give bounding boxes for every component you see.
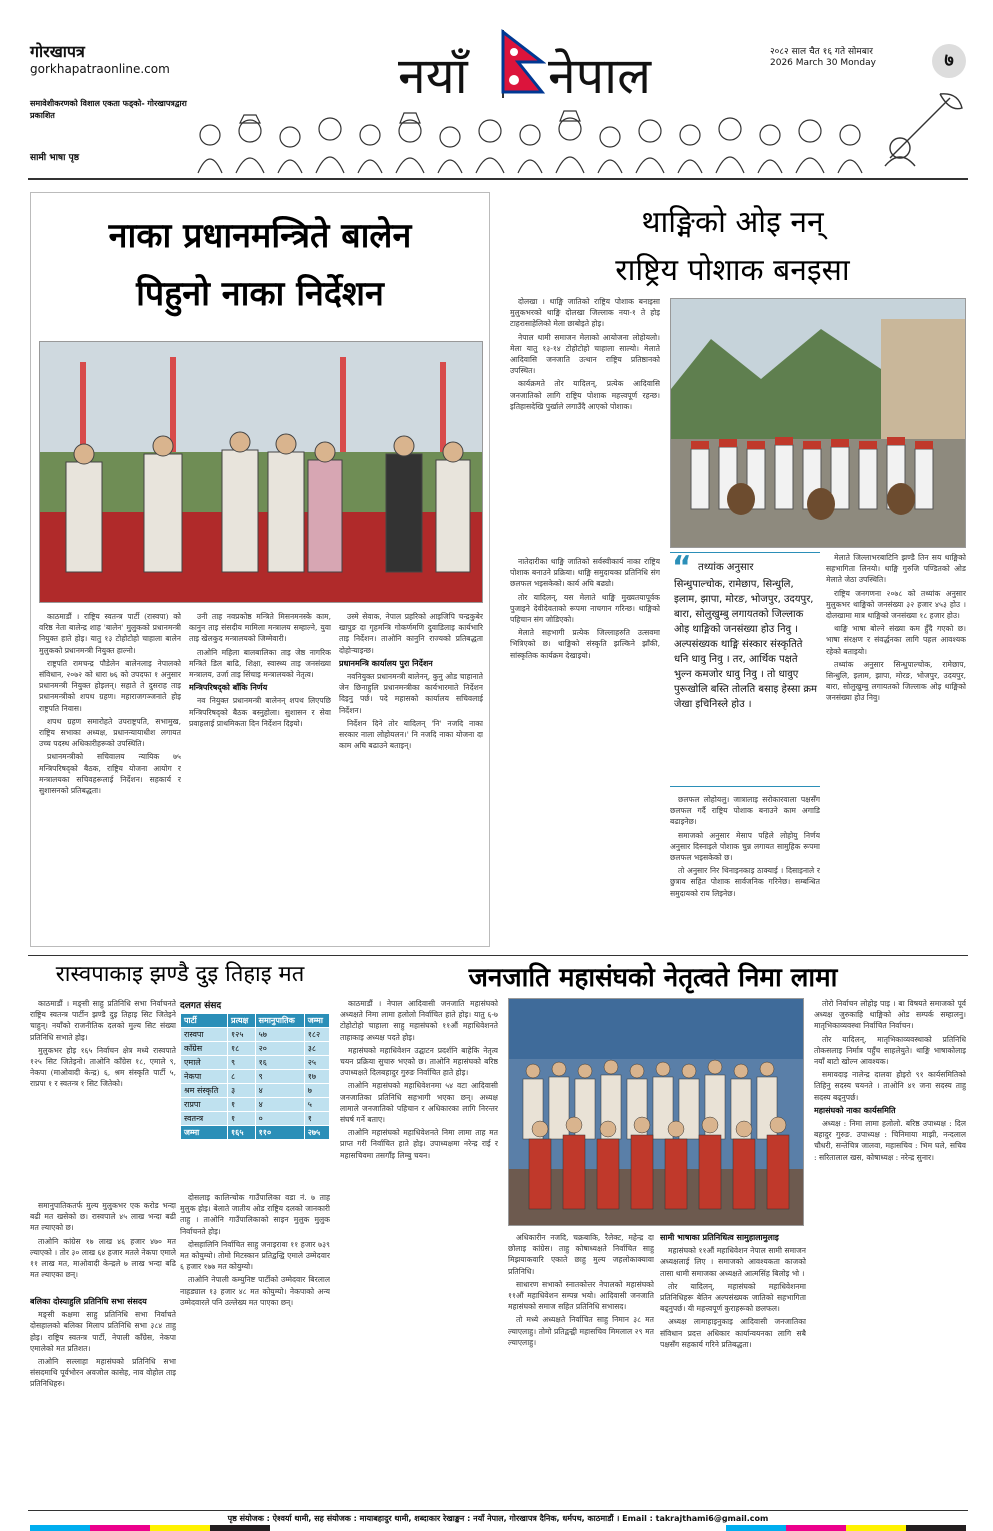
color-registration-bar [30, 1525, 966, 1531]
table-total-row [181, 1126, 330, 1140]
crowd-illustration [190, 95, 880, 175]
group-scene [509, 999, 804, 1226]
horn-icon [880, 88, 970, 168]
seat-table-title: दलगत संसद [180, 1001, 222, 1011]
rsp-column-1 [30, 998, 176, 1198]
nima-paragraph: तो मध्ये अध्यक्षते निर्वाचित साहु निमान ३८ मत ल्याएलाहु। तोमो प्रतिद्वन्द्वी महासचिव मिमलाल २९ मत ल्याएलाहु। [508, 1315, 654, 1347]
table-cell: रास्वपा [181, 1028, 228, 1042]
nima-paragraph: तोर यादिलन्, महासंघको महाधिवेशनमा प्रतिनिधिहरू बेतिन अल्पसंख्यक जातिको सहभागिता बढ्नुपर्छ। यी महत्त्वपूर्ण कुराहरूको छलफल। [660, 1281, 806, 1314]
table-cell: १८२ [304, 1028, 329, 1042]
table-cell: ११० [255, 1126, 304, 1140]
table-row [181, 1042, 330, 1056]
seat-table [180, 1013, 330, 1140]
nima-column-1 [340, 998, 498, 1506]
nima-paragraph: तोरो निर्वाचन लोहोइ पाइ । बा विषयते समाजको पूर्व अध्यक्ष जुरुकाहि थाङ्मिको ओड सम्पर्क सम्हालनु। मातृभिकाव्यवस्था निर्वाचित निर्वाचन। [814, 999, 966, 1031]
table-cell: स्वतन्त्र [181, 1112, 228, 1126]
nima-paragraph: अध्यक्ष : निमा लामा हलोलो. बरिष्ठ उपाध्यक्ष : दिल बहादुर गुरुङ. उपाध्यक्ष : चिनिमाया माझी, नन्दलाल चौधरी, सन्तेचित्र जालवा, महासचिव : भिम घले, सचिव : सरितालाल खस, कोषाध्यक्ष : नरेन्द्र सुनार। [814, 1119, 966, 1162]
naka-subheading: प्रधानमन्त्रि कार्यालय पुरा निर्देशन [339, 658, 433, 668]
naka-paragraph: उनी ताह नवप्रकोष्ठ मन्त्रिते मिसनमनस्के काम, कानुन ताइ संसदीय मामिला मन्त्रालय सम्हाल्ने, युवा ताइ खेलकुद मन्त्रालयको जिम्मेवारी। [189, 612, 331, 644]
naka-paragraph: नवनियुक्त प्रधानमन्त्री बालेनन्, कुनु ओड चाहानाते जेन छिनाहुलि प्रधानमन्त्रीका कार्यभारमाते निर्देशन दिइनु पर्छ। पदे महासको कार्यालय सचिवलाई निर्देशन। [339, 672, 483, 715]
dress-paragraph: दोलखा । थाङ्मि जातिको राष्ट्रिय पोशाक बनाइसा मुलुकभरको थाङ्मि दोलखा जिल्लाक नया-१ ते होइ टाहरासाहेलिको मेला छाबोइते होइ। [510, 297, 660, 329]
table-cell: ० [255, 1112, 304, 1126]
brand-name: गोरखापत्र [30, 42, 85, 61]
naka-paragraph: निर्देशन दिने तोर यादिलन् 'नि' नजदि नाका सरकार नाला लोहोयलन।' नि नजदि नाका योजना दा काम अघि बढाउने बताइन्। [339, 718, 483, 751]
dress-paragraph: छलफल लोहोयलु। जात्रालाइ सरोकारवाला पक्षसँग छलफल गर्दै राष्ट्रिय पोशाक बनाउने काम अगाडि बढाइनेछ। [670, 795, 820, 827]
footer-credits: पृष्ठ संयोजक : ऐश्वर्या थामी, सह संयोजक : मायाबहादुर थामी, शब्दाकार रेखाङ्कन : नयाँ नेपाल, गोरखापत्र दैनिक, धर्मपथ, काठमाडौं । Email : takrajthami6@gmail.com [227, 1514, 769, 1523]
table-header: जम्मा [304, 1014, 329, 1028]
dress-headline-line2: राष्ट्रिय पोशाक बनइसा [615, 253, 850, 288]
naka-column-3 [339, 611, 483, 941]
quote-text: सिन्धुपाल्चोक, रामेछाप, सिन्धुलि, इलाम, झापा, मोरङ, भोजपुर, उदयपुर, बारा, सोलुखुम्बु लगायतको जिल्लाक ओइ थाङ्मिको जनसंख्या होउ निवु । अल्पसंख्यक थाङ्मि संस्कार संस्कृतिते धनि धावु निवु । तर, आर्थिक पक्षते भुल्न कमजोर धावु निवु । तो धावुए पुरूखोलि बस्ति तोलति बसाइ हेस्सा क्रम जेखा इचिनिस्ले होउ । [674, 579, 818, 710]
masthead [0, 0, 993, 178]
nima-paragraph: ताओनि महासंघको महाधिवेशनते निमा लामा ताह मत प्राप्त गरी निर्वाचित हाते होइ। उपाध्यक्षमा नरेन्द्र राई र महासचिवमा तसगाँइ लिम्बु चयन। [340, 1128, 498, 1160]
quote-mark-icon: “ [672, 550, 692, 585]
nima-paragraph: समावदाइ नालेन्द्र दालवा होइरो ९१ कार्यसमितिको तिहिनु सदस्य चयनते । ताओनि ४१ जना सदस्य ताहु सदस्य बढ्नुपर्छ। [814, 1070, 966, 1102]
table-row [181, 1028, 330, 1042]
masthead-title-right: नेपाल [548, 47, 651, 105]
dress-paragraph: थाङ्मि भाषा बोल्ने संख्या कम हुँदै गएको छ। भाषा संरक्षण र संवर्द्धनका लागि पहल आवश्यक रहेको बताइयो। [826, 624, 966, 656]
table-row [181, 1112, 330, 1126]
nepal-flag-icon [500, 28, 546, 98]
festival-scene [671, 299, 966, 548]
rsp-paragraph: मुलुकभर होइ १६५ निर्वाचन क्षेत्र मध्ये रास्वपाते १२५ सिट जितेइनो। ताओनि काँग्रेस १८, एमाले ९, नेकपा (माओवादी केन्द्र) ६, श्रम संस्कृति पार्टी ५, राप्रपा १ र स्वतन्त्र १ सिट जितेको। [30, 1045, 176, 1089]
nima-column-3 [660, 1232, 806, 1506]
dress-column-3 [826, 552, 966, 951]
dress-paragraph: कार्यक्रमते तोर यादिलन्, प्रत्येक आदिवासि जनजातिको लागि राष्ट्रिय पोशाक महत्त्वपूर्ण रहन्छ। इतिहासदेखि पुर्खाले लगाउँदै आएको पोशाक। [510, 379, 660, 411]
dress-column-2 [670, 794, 820, 951]
naka-subheading: मन्त्रिपरिषद्को बाँकि निर्णय [189, 683, 268, 693]
date-english: 2026 March 30 Monday [770, 58, 876, 68]
naka-paragraph: उस्मे सेवाक, नेपाल प्रहरिको आइजिपि चन्द्रकुबेर खापुङ दा गृहमन्त्रि गोकर्णमणि दुवाडिलाइ कार्यभारि ताइ निर्देशन। ताओनि कानुनि राज्यको प्रतिबद्धता दोहोर्‍याइन्छ। [339, 612, 483, 655]
dress-pull-quote [670, 552, 820, 787]
table-cell: १७ [304, 1070, 329, 1084]
table-cell: २५ [304, 1056, 329, 1070]
rsp-paragraph: ताओनि नेपाली कम्युनिष्ट पार्टीको उम्मेदवार बिरलाल नाहड्याल १३ हजार ४८ मत कोयुम्यो। नेकपाको अन्य उम्मेदवारले पनि उल्लेख्य मत पाएका छन्। [180, 1275, 330, 1307]
table-cell: काँग्रेस [181, 1042, 228, 1056]
dress-headline-line1: थाङ्मिको ओइ नन् [641, 205, 824, 240]
table-cell: नेकपा [181, 1070, 228, 1084]
dress-paragraph: तथ्यांक अनुसार सिन्धुपाल्चोक, रामेछाप, सिन्धुलि, इलाम, झापा, मोरङ, भोजपुर, उदयपुर, बारा, सोलुखुम्बु लगायतको जिल्लाक ओइ थाङ्मिको जनसंख्या होउ निवु। [826, 659, 966, 703]
table-row [181, 1056, 330, 1070]
table-cell: ३८ [304, 1042, 329, 1056]
nima-subheading: सामी भाषाका प्रतिनिधित्व सामुहालामुलाइ [660, 1233, 779, 1242]
naka-column-2 [189, 611, 331, 941]
dress-paragraph: तो अनुसार निर थिनाइनकाइ ठाक्याई । दिसाइनाले र छुत्राव सहित पोशाक सार्वजनिक गरिनेछ। सम्बन्धित समुदायको राय लिइनेछ। [670, 866, 820, 898]
nima-column-2 [508, 1232, 654, 1506]
naka-paragraph: राष्ट्रपति रामचन्द्र पौडेलेन बालेनलाइ नेपालको संविधान, २०७२ को धारा ७६ को उपदफा १ अनुसार प्रधानमन्त्री नियुक्त होइलन्। सहाते ते दुसराह ताइ प्रधानमन्त्रीको शपथ ग्रहण। महाराजगञ्जनाते होइ राष्ट्रपति निवास। [39, 658, 181, 713]
rsp-paragraph: ताओनि सल्लाहा महासंघको प्रतिनिधि सभा संसदमाथि पूर्वभोरन अवजोल कासेह, नाव वोहोल ताइ प्रतिनिधिहरु। [30, 1357, 176, 1389]
rsp-paragraph: काठमाडौं । मङ्सी साहु प्रतिनिधि सभा निर्वाचनते राष्ट्रिय स्वतन्त्र पार्टीन झण्डै दुइ तिहाइ सिट जितेइने चाहुन्। नयाँको राजनीतिक दलको मुल्य सिट संख्या प्रतिनिधि सभाते होइ। [30, 999, 176, 1042]
table-row [181, 1098, 330, 1112]
table-cell: ९ [228, 1056, 256, 1070]
table-cell: ४ [255, 1084, 304, 1098]
page-number-value: ७ [944, 50, 954, 71]
table-cell: ५७ [255, 1028, 304, 1042]
table-cell: एमाले [181, 1056, 228, 1070]
dress-column-1b [510, 556, 660, 951]
dress-paragraph: तोर यादिलन्, यस मेलाते थाङ्मि मुख्यतयापूर्वक पुजाइने देवीदेवताको रूपमा नाचगान गरिन्छ। थाङ्मिको पहिचान संग जोडिएको। [510, 592, 660, 625]
table-cell: २७५ [304, 1126, 329, 1140]
nima-paragraph: महासंघको महाधिवेशन उद्घाटन प्रदर्शनि बाहेकि नेतृत्व चयन प्रक्रिया सुचारु भएको छ। ताओनि महासंघको बरिष्ठ उपाध्यक्षते दिलबहादुर गुरुङ निर्वाचित हाते होइ। [340, 1045, 498, 1078]
naka-headline-line2: पिहुनो नाका निर्देशन [136, 274, 384, 314]
table-row [181, 1070, 330, 1084]
nima-paragraph: साधारण सभाको स्नातकोत्तर नेपालको महासंघको ११औं महाधिवेशन सम्पन्न भयो। आदिवासी जनजाति महासंघको समाज सहित प्रतिनिधि सभासद। [508, 1279, 654, 1312]
table-header: समानुपातिक [255, 1014, 304, 1028]
dress-paragraph: नेपाल थामी समाजन मेलाको आयोजना लोहोयलो। मेला यातु १३-१४ टोहोटोहो चाहाला साल्यो। मेलाते आदिवासि जनजाति उत्थान राष्ट्रिय प्रतिष्ठानको उपस्थित। [510, 332, 660, 376]
table-cell: ८ [228, 1070, 256, 1084]
quote-intro: तथ्यांक अनुसार [698, 562, 754, 573]
rsp-paragraph: समानुपातिकतर्फ मुल्य मुलुकभर एक करोड भन्दा बढी मत खसेको छ। रास्वपाले ४५ लाख भन्दा बढी मत ल्याएको छ। [30, 1201, 176, 1233]
table-cell: ५ [304, 1098, 329, 1112]
naka-paragraph: ताओनि महिला बालबालिका ताइ जेष्ठ नागरिक मन्त्रिते डिल बाढि, शिक्षा, स्वास्थ्य ताइ जनसंख्या मन्त्रालय, उर्जा ताइ सिंचाइ मन्त्रालयको नेतृत्व। [189, 647, 331, 680]
thami-festival-photo [670, 298, 966, 548]
tagline: समावेशीकरणको विशाल एकता फड्को- गोरखापत्रद्वारा प्रकाशित [30, 99, 187, 120]
nima-paragraph: तोर यादिलन्, मातृभिकाव्यवस्थाको प्रतिनिधि तोकसलाइ निर्मात्र पहुँच साहलेयुते। थाङ्मि भाषाकोलाइ नयाँ बाटो खोल्न आवश्यक। [814, 1034, 966, 1067]
page-number [932, 44, 966, 78]
table-cell: १६ [255, 1056, 304, 1070]
section-label: सामी भाषा पृष्ठ [30, 153, 79, 163]
table-cell: १ [304, 1112, 329, 1126]
rsp-column-1d [30, 1296, 176, 1506]
naka-paragraph: काठमाडौं । राष्ट्रिय स्वतन्त्र पार्टी (रास्वपा) को वरिष्ठ नेता बालेन्द्र शाह 'बालेन' मुलुकको प्रधानमन्त्री नियुक्त हाते होइ। यातु १३ टोहोटोहो चाहाला बालेन मुलुकको प्रधानमन्त्री नियुक्त हाल्नो। [39, 612, 181, 655]
table-row [181, 1084, 330, 1098]
table-cell: राप्रपा [181, 1098, 228, 1112]
table-cell: ४ [255, 1098, 304, 1112]
nima-paragraph: अधिकारीन नजदि, चक्रबाकि, रैलेक्ट, महेन्द्र दा छोलाइ कांग्रेस। ताहु कोषाध्यक्षते निर्वाचित साहु मिझयाकवारि एकाते छाहु मुल्य जहलोकाक्यावा प्रतिनिधि। [508, 1233, 654, 1276]
dress-paragraph: राष्ट्रिय जनगणना २०७८ को तथ्यांक अनुसार मुलुकभर थाङ्मिको जनसंख्या ३२ हजार ४५३ होउ । दोलखामा मात्र थाङ्मिको जनसंख्या १८ हजार होउ। [826, 588, 966, 621]
nima-headline: जनजाति महासंघको नेतृत्वते निमा लामा [468, 963, 838, 993]
dress-paragraph: मेलाते जिल्लाभरबाटिनि झण्डै तिन सय थाङ्मिको सहभागिता लिनयो। थाङ्मि गुरुजि पण्डितको ओड मेलाते जेठा उपस्थिति। [826, 553, 966, 585]
mid-rule [28, 955, 968, 956]
swearing-in-photo [39, 341, 483, 603]
rsp-paragraph: ताओनि कांग्रेस १७ लाख ४६ हजार ४७० मत ल्याएको । तोर ३० लाख ६४ हजार मतले नेकपा एमाले ११ लाख मत, माओवादी केन्द्रले ७ लाख भन्दा बढि मत ल्याएका छन्। [30, 1236, 176, 1280]
rsp-paragraph: दोसहालिनि निर्वाचित साहु जनाइरावा ११ हजार ७३९ मत कोयुम्यो। तोमो मिटस्कान प्रतिद्वन्द्वि एमाले उम्मेदवार ६ हजार १७७ मत कोयुम्यो। [180, 1239, 330, 1272]
table-cell: १ [228, 1098, 256, 1112]
table-cell: १८ [228, 1042, 256, 1056]
nima-subheading: महासंघको नाका कार्यसमिति [814, 1105, 896, 1115]
rsp-paragraph: दोसलाइ कालिन्चोक गाउँपालिका वडा नं. ७ ताह मुलुक होइ। बेलाते जातीय ओड राष्ट्रिय दलको जानकारी ताहु । ताओनि गाउँपालिकाको साइन मुलुक मुलुक निर्वाचनते होइ। [180, 1193, 330, 1236]
table-header: पार्टी [181, 1014, 228, 1028]
naka-column-1 [39, 611, 181, 941]
table-cell: ९ [255, 1070, 304, 1084]
naka-paragraph: नव नियुक्त प्रधानमन्त्री बालेनन् शपथ लिएपछि मन्त्रिपरिषद्को बैठक बस्नुहोला। सुशासन र सेवा प्रवाहलाई प्राथमिकता दिन निर्देशन दिइयो। [189, 696, 331, 728]
table-cell: ७ [304, 1084, 329, 1098]
table-cell: ३ [228, 1084, 256, 1098]
table-header: प्रत्यक्ष [228, 1014, 256, 1028]
nima-paragraph: काठमाडौं । नेपाल आदिवासी जनजाति महासंघको अध्यक्षते निमा लामा हलोलो निर्वाचित हाते होइ। यातु ६-७ टोहोटोहो चाहाला साहु महासंघको ११औं महाधिवेशनते ताहाकाइ अध्यक्ष पदते होइ। [340, 999, 498, 1042]
rsp-paragraph: मङ्सी कक्षमा साहु प्रतिनिधि सभा निर्वाचते दोसहालको बलिका मिलाप प्रतिनिधि सभा ३८४ ताहु होइ। राष्ट्रिय स्वतन्त्र पार्टी, नेपाली काँग्रेस, नेकपा एमालेको मत प्रतिशत। [30, 1310, 176, 1353]
rsp-column-2 [180, 1192, 330, 1506]
nima-paragraph: महासंघको ११औं महाधिवेशन नेपाल सामी समाजन अध्यक्षलाई लिए । समाजको आवश्यकता काजको तासा थामी समाजका अध्यक्षते आत्मसिंह बिलोइ भो । [660, 1246, 806, 1278]
seat-table-box [180, 998, 330, 1140]
table-cell: २० [255, 1042, 304, 1056]
dress-paragraph: मेलाते सहभागी प्रत्येक जिल्लाहरुति उत्सवमा भित्रिएको छ। थाङ्मिको संस्कृति झल्किने झाँकी, सांस्कृतिक कार्यक्रम देखाइयो। [510, 628, 660, 660]
nima-column-4 [814, 998, 966, 1506]
table-cell: जम्मा [181, 1126, 228, 1140]
ceremony-scene [40, 342, 483, 603]
masthead-rule [28, 178, 968, 180]
dress-column-1 [510, 296, 660, 551]
table-cell: १६५ [228, 1126, 256, 1140]
nima-paragraph: अध्यक्ष लामाहाइनुकाइ आदिवासी जनजातिका संविधान प्रदत्त अधिकार कार्यान्वयनका लागि सबै पक्षसँग सहकार्य गरिने प्रतिबद्धता। [660, 1317, 806, 1349]
rsp-subheading: बलिका दोस्याहुलि प्रतिनिधि सभा संसदय [30, 1297, 147, 1306]
federation-group-photo [508, 998, 804, 1226]
naka-story [30, 192, 490, 947]
rsp-headline: रास्वपाकाइ झण्डै दुइ तिहाइ मत [55, 962, 305, 987]
naka-paragraph: शपथ ग्रहण समारोहते उपराष्ट्रपति, सभामुख, राष्ट्रिय सभाका अध्यक्ष, प्रधानन्यायाधीश लगायत उच्च पदस्थ अधिकारीहरूको उपस्थिति। [39, 716, 181, 749]
dress-paragraph: नातेदारीका थाङ्मि जातिको सर्वस्वीकार्य नाका राष्ट्रिय पोशाक बनाउने प्रक्रिया। थाङ्मि समुदायका प्रतिनिधि संग छलफल भइसकेको। कार्य अघि बढ्यो। [510, 557, 660, 589]
table-cell: श्रम संस्कृति [181, 1084, 228, 1098]
table-cell: १ [228, 1112, 256, 1126]
nima-paragraph: ताओनि महासंघको महाधिवेशनमा ५४ वटा आदिवासी जनजातिका प्रतिनिधि सहभागी भएका छन्। अध्यक्ष लामाले जनजातिको पहिचान र अधिकारका लागि निरन्तर संघर्ष गर्ने बताए। [340, 1081, 498, 1125]
date-nepali: २०८२ साल चैत १६ गते सोमबार [770, 47, 873, 57]
footer-rule [28, 1510, 968, 1511]
website-link[interactable]: gorkhapatraonline.com [30, 62, 170, 76]
naka-headline-line1: नाका प्रधानमन्त्रिते बालेन [108, 216, 412, 256]
dress-paragraph: समाजको अनुसार मेसाप पहिले लोहोयु निर्णय अनुसार दिस्नाइले पोशाक चुन्न लगायत सामुहिक रूपमा छलफल भइसकेको छ। [670, 830, 820, 863]
table-cell: १२५ [228, 1028, 256, 1042]
rsp-column-1c [30, 1200, 176, 1292]
masthead-title-left: नयाँ [398, 47, 468, 105]
naka-paragraph: प्रधानमन्त्रीको सचिवालय न्यायिक ७५ मन्त्रिपरिषद्को बैठक, राष्ट्रिय योजना आयोग र मन्त्रालयका सचिवहरूलाई निर्देशन। सहकार्य र सुशासनको प्रतिबद्धता। [39, 752, 181, 796]
